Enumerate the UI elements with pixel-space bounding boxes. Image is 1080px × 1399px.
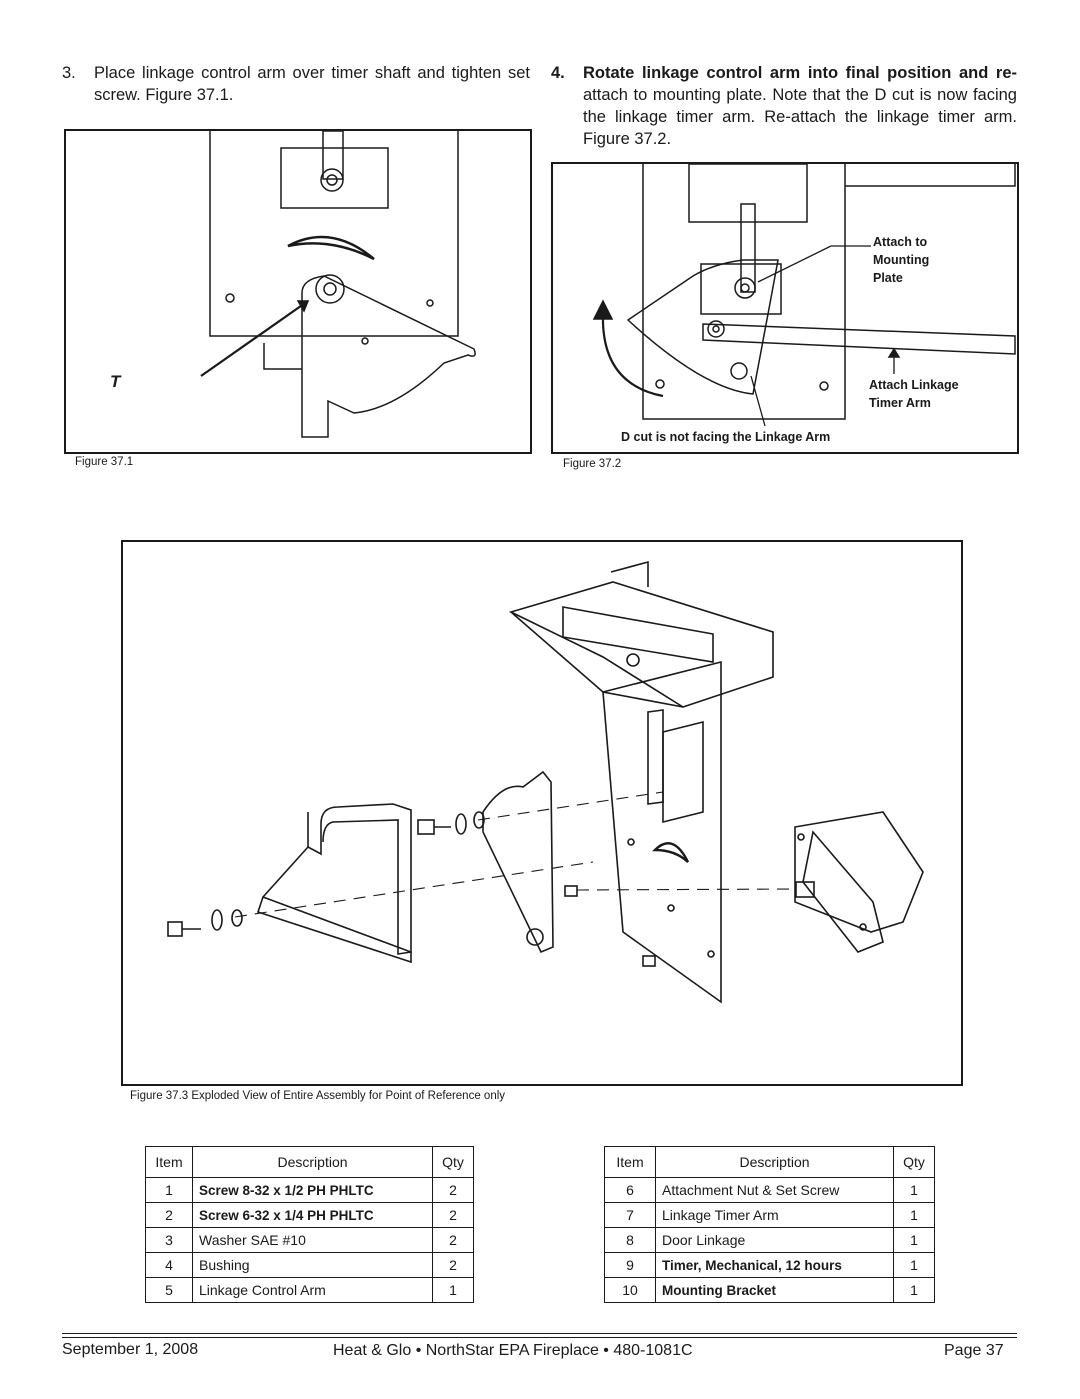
qty-cell: 2 xyxy=(433,1203,474,1228)
callout-line: Plate xyxy=(873,271,903,285)
item-cell: 8 xyxy=(605,1228,656,1253)
callout-line: Attach to xyxy=(873,235,928,249)
figure-37-1 xyxy=(64,129,532,454)
qty-cell: 1 xyxy=(433,1278,474,1303)
qty-cell: 2 xyxy=(433,1178,474,1203)
callout-attach-linkage-timer-arm xyxy=(869,376,959,412)
column-header: Item xyxy=(146,1147,193,1178)
column-header: Qty xyxy=(894,1147,935,1178)
qty-cell: 2 xyxy=(433,1228,474,1253)
table-header-row xyxy=(146,1147,474,1178)
callout-line: Mounting xyxy=(873,253,930,267)
table-row xyxy=(605,1253,935,1278)
step-text: attach to mounting plate. Note that the D cut is now facing the linkage timer arm. Re-attach the linkage timer arm. Figure 37.2. xyxy=(583,86,1017,148)
column-header: Description xyxy=(193,1147,433,1178)
table-row xyxy=(146,1228,474,1253)
footer-title: Heat & Glo • NorthStar EPA Fireplace • 480-1081C xyxy=(333,1342,693,1359)
qty-cell: 1 xyxy=(894,1178,935,1203)
table-row xyxy=(605,1278,935,1303)
timer-plate-illustration xyxy=(66,131,530,452)
description-cell: Mounting Bracket xyxy=(656,1278,894,1303)
item-cell: 10 xyxy=(605,1278,656,1303)
table-row xyxy=(146,1253,474,1278)
column-header: Qty xyxy=(433,1147,474,1178)
description-cell: Attachment Nut & Set Screw xyxy=(656,1178,894,1203)
item-cell: 3 xyxy=(146,1228,193,1253)
column-header: Description xyxy=(656,1147,894,1178)
description-cell: Screw 8-32 x 1/2 PH PHLTC xyxy=(193,1178,433,1203)
qty-cell: 1 xyxy=(894,1203,935,1228)
step-text: Place linkage control arm over timer shaft and tighten set screw. Figure 37.1. xyxy=(94,64,530,104)
footer-page-number: Page 37 xyxy=(944,1342,1004,1359)
description-cell: Washer SAE #10 xyxy=(193,1228,433,1253)
step-number: 4. xyxy=(551,64,565,82)
item-cell: 6 xyxy=(605,1178,656,1203)
callout-d-cut: D cut is not facing the Linkage Arm xyxy=(621,430,831,444)
qty-cell: 1 xyxy=(894,1278,935,1303)
step-bold-text: Rotate linkage control arm into final position and re- xyxy=(583,64,1017,82)
item-cell: 9 xyxy=(605,1253,656,1278)
figure-caption: Figure 37.3 Exploded View of Entire Assembly for Point of Reference only xyxy=(130,1090,506,1102)
qty-cell: 2 xyxy=(433,1253,474,1278)
table-row xyxy=(605,1203,935,1228)
table-row xyxy=(146,1278,474,1303)
step-number: 3. xyxy=(62,64,76,82)
qty-cell: 1 xyxy=(894,1228,935,1253)
callout-line: Timer Arm xyxy=(869,396,931,410)
description-cell: Linkage Control Arm xyxy=(193,1278,433,1303)
figure-caption: Figure 37.2 xyxy=(563,458,622,470)
description-cell: Door Linkage xyxy=(656,1228,894,1253)
description-cell: Screw 6-32 x 1/4 PH PHLTC xyxy=(193,1203,433,1228)
description-cell: Timer, Mechanical, 12 hours xyxy=(656,1253,894,1278)
parts-table-right xyxy=(604,1146,935,1303)
parts-table-left xyxy=(145,1146,474,1303)
table-row xyxy=(146,1178,474,1203)
callout-line: Attach Linkage xyxy=(869,378,959,392)
footer-rule xyxy=(62,1333,1017,1334)
qty-cell: 1 xyxy=(894,1253,935,1278)
figure-caption: Figure 37.1 xyxy=(75,456,134,468)
footer-date: September 1, 2008 xyxy=(62,1341,199,1358)
callout-attach-mounting-plate xyxy=(873,233,929,287)
table-row xyxy=(146,1203,474,1228)
table-row xyxy=(605,1228,935,1253)
step-4 xyxy=(551,62,1017,150)
figure-37-3 xyxy=(121,540,963,1086)
item-cell: 1 xyxy=(146,1178,193,1203)
figure-37-2 xyxy=(551,162,1019,454)
figure-label: T xyxy=(110,372,121,391)
description-cell: Linkage Timer Arm xyxy=(656,1203,894,1228)
table-row xyxy=(605,1178,935,1203)
item-cell: 5 xyxy=(146,1278,193,1303)
item-cell: 2 xyxy=(146,1203,193,1228)
step-3 xyxy=(62,62,530,106)
table-header-row xyxy=(605,1147,935,1178)
footer-rule xyxy=(62,1337,1017,1338)
item-cell: 7 xyxy=(605,1203,656,1228)
column-header: Item xyxy=(605,1147,656,1178)
item-cell: 4 xyxy=(146,1253,193,1278)
description-cell: Bushing xyxy=(193,1253,433,1278)
exploded-assembly-illustration xyxy=(123,542,961,1084)
